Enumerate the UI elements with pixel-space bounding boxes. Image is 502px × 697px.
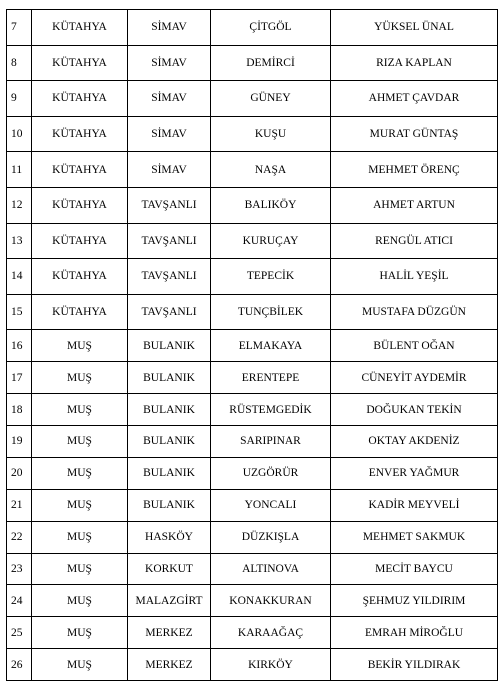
table-row	[7, 187, 498, 223]
table-row	[7, 553, 498, 585]
village-cell: TUNÇBİLEK	[211, 294, 331, 330]
person-name-cell: MURAT GÜNTAŞ	[331, 116, 498, 152]
village-cell: BALIKÖY	[211, 187, 331, 223]
person-name-cell: CÜNEYİT AYDEMİR	[331, 362, 498, 394]
table-body	[7, 10, 498, 681]
table-row	[7, 10, 498, 46]
row-number-cell: 8	[7, 45, 32, 81]
province-cell: KÜTAHYA	[32, 10, 128, 46]
province-cell: KÜTAHYA	[32, 223, 128, 259]
person-name-cell: KADİR MEYVELİ	[331, 489, 498, 521]
person-name-cell: MEHMET SAKMUK	[331, 521, 498, 553]
table-row	[7, 457, 498, 489]
village-cell: ALTINOVA	[211, 553, 331, 585]
village-cell: TEPECİK	[211, 259, 331, 295]
person-name-cell: HALİL YEŞİL	[331, 259, 498, 295]
row-number-cell: 18	[7, 394, 32, 426]
person-name-cell: RIZA KAPLAN	[331, 45, 498, 81]
row-number-cell: 7	[7, 10, 32, 46]
province-cell: MUŞ	[32, 649, 128, 681]
district-cell: HASKÖY	[128, 521, 211, 553]
village-cell: YONCALI	[211, 489, 331, 521]
province-cell: MUŞ	[32, 617, 128, 649]
row-number-cell: 15	[7, 294, 32, 330]
person-name-cell: DOĞUKAN TEKİN	[331, 394, 498, 426]
table-row	[7, 394, 498, 426]
table-row	[7, 585, 498, 617]
table-row	[7, 521, 498, 553]
person-name-cell: BÜLENT OĞAN	[331, 330, 498, 362]
table-row	[7, 259, 498, 295]
table-row	[7, 617, 498, 649]
row-number-cell: 20	[7, 457, 32, 489]
table-row	[7, 362, 498, 394]
province-cell: MUŞ	[32, 394, 128, 426]
table-row	[7, 152, 498, 188]
district-cell: TAVŞANLI	[128, 187, 211, 223]
province-cell: MUŞ	[32, 426, 128, 458]
village-cell: ERENTEPE	[211, 362, 331, 394]
table-row	[7, 45, 498, 81]
village-cell: DEMİRCİ	[211, 45, 331, 81]
person-name-cell: BEKİR YILDIRAK	[331, 649, 498, 681]
district-cell: SİMAV	[128, 116, 211, 152]
province-cell: MUŞ	[32, 330, 128, 362]
table-row	[7, 330, 498, 362]
province-cell: KÜTAHYA	[32, 81, 128, 117]
province-cell: MUŞ	[32, 521, 128, 553]
village-cell: DÜZKIŞLA	[211, 521, 331, 553]
row-number-cell: 25	[7, 617, 32, 649]
row-number-cell: 13	[7, 223, 32, 259]
person-name-cell: MECİT BAYCU	[331, 553, 498, 585]
village-cell: KARAAĞAÇ	[211, 617, 331, 649]
table-row	[7, 649, 498, 681]
district-cell: BULANIK	[128, 426, 211, 458]
district-cell: TAVŞANLI	[128, 294, 211, 330]
village-cell: ELMAKAYA	[211, 330, 331, 362]
village-cell: GÜNEY	[211, 81, 331, 117]
district-cell: BULANIK	[128, 394, 211, 426]
province-cell: KÜTAHYA	[32, 116, 128, 152]
person-name-cell: ENVER YAĞMUR	[331, 457, 498, 489]
village-cell: KONAKKURAN	[211, 585, 331, 617]
district-cell: MERKEZ	[128, 617, 211, 649]
district-cell: BULANIK	[128, 457, 211, 489]
row-number-cell: 21	[7, 489, 32, 521]
district-cell: BULANIK	[128, 362, 211, 394]
province-cell: MUŞ	[32, 362, 128, 394]
district-cell: TAVŞANLI	[128, 223, 211, 259]
row-number-cell: 17	[7, 362, 32, 394]
district-cell: MERKEZ	[128, 649, 211, 681]
row-number-cell: 14	[7, 259, 32, 295]
row-number-cell: 9	[7, 81, 32, 117]
village-cell: UZGÖRÜR	[211, 457, 331, 489]
row-number-cell: 16	[7, 330, 32, 362]
row-number-cell: 22	[7, 521, 32, 553]
district-cell: TAVŞANLI	[128, 259, 211, 295]
row-number-cell: 26	[7, 649, 32, 681]
village-cell: SARIPINAR	[211, 426, 331, 458]
table-row	[7, 426, 498, 458]
row-number-cell: 23	[7, 553, 32, 585]
person-name-cell: ŞEHMUZ YILDIRIM	[331, 585, 498, 617]
table-row	[7, 223, 498, 259]
district-cell: KORKUT	[128, 553, 211, 585]
table-row	[7, 116, 498, 152]
district-cell: BULANIK	[128, 489, 211, 521]
person-name-cell: EMRAH MİROĞLU	[331, 617, 498, 649]
table-row	[7, 294, 498, 330]
person-name-cell: AHMET ÇAVDAR	[331, 81, 498, 117]
village-cell: NAŞA	[211, 152, 331, 188]
province-cell: KÜTAHYA	[32, 259, 128, 295]
province-cell: MUŞ	[32, 585, 128, 617]
district-cell: SİMAV	[128, 45, 211, 81]
province-cell: KÜTAHYA	[32, 294, 128, 330]
row-number-cell: 11	[7, 152, 32, 188]
row-number-cell: 19	[7, 426, 32, 458]
province-cell: KÜTAHYA	[32, 45, 128, 81]
row-number-cell: 24	[7, 585, 32, 617]
person-name-cell: MUSTAFA DÜZGÜN	[331, 294, 498, 330]
person-name-cell: OKTAY AKDENİZ	[331, 426, 498, 458]
province-cell: KÜTAHYA	[32, 152, 128, 188]
village-cell: ÇİTGÖL	[211, 10, 331, 46]
district-cell: BULANIK	[128, 330, 211, 362]
row-number-cell: 12	[7, 187, 32, 223]
province-cell: MUŞ	[32, 553, 128, 585]
table-row	[7, 489, 498, 521]
district-cell: SİMAV	[128, 152, 211, 188]
village-cell: KUŞU	[211, 116, 331, 152]
district-cell: SİMAV	[128, 81, 211, 117]
person-name-cell: AHMET ARTUN	[331, 187, 498, 223]
row-number-cell: 10	[7, 116, 32, 152]
province-cell: KÜTAHYA	[32, 187, 128, 223]
province-cell: MUŞ	[32, 489, 128, 521]
person-name-cell: RENGÜL ATICI	[331, 223, 498, 259]
district-cell: MALAZGİRT	[128, 585, 211, 617]
person-name-cell: MEHMET ÖRENÇ	[331, 152, 498, 188]
district-cell: SİMAV	[128, 10, 211, 46]
province-cell: MUŞ	[32, 457, 128, 489]
table-row	[7, 81, 498, 117]
person-name-cell: YÜKSEL ÜNAL	[331, 10, 498, 46]
village-cell: KIRKÖY	[211, 649, 331, 681]
village-list-table	[6, 9, 498, 681]
village-cell: RÜSTEMGEDİK	[211, 394, 331, 426]
village-cell: KURUÇAY	[211, 223, 331, 259]
